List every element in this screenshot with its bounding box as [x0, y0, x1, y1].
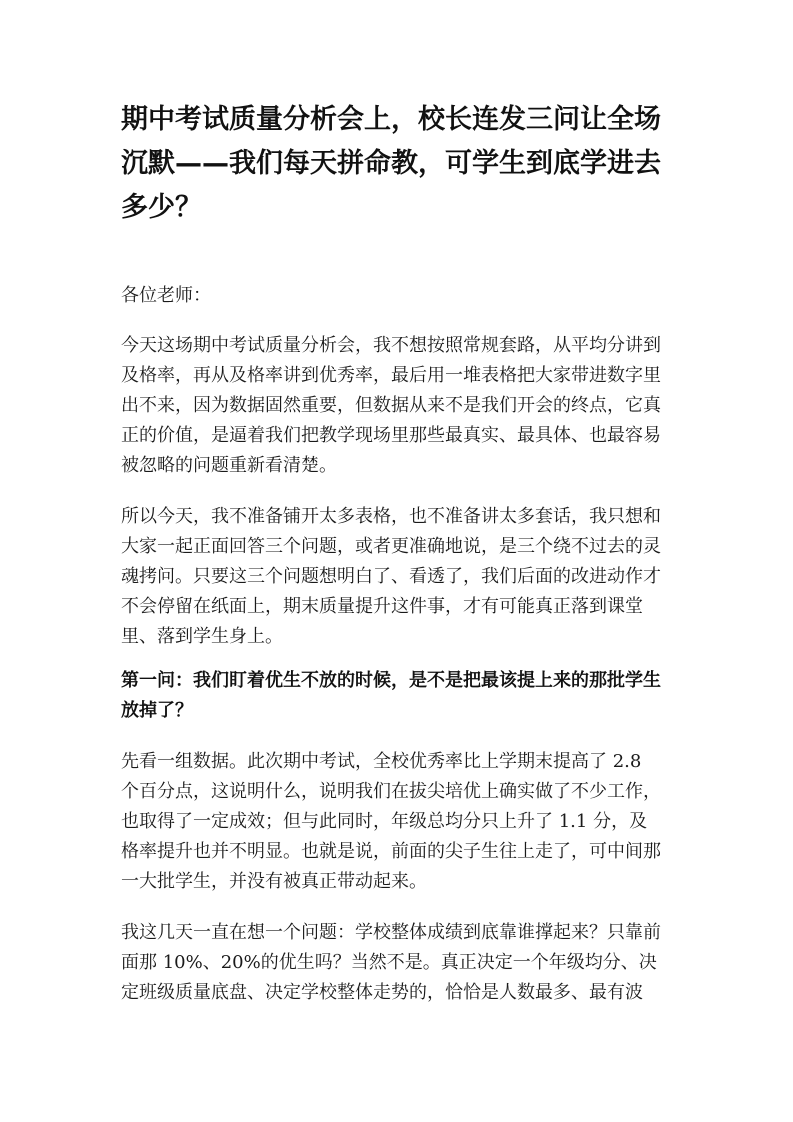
greeting: 各位老师： [121, 285, 211, 306]
document-content [121, 98, 661, 1003]
document-title: 期中考试质量分析会上，校长连发三问让全场沉默——我们每天拼命教，可学生到底学进去多少？ [121, 104, 661, 223]
intro-paragraph-2: 所以今天，我不准备铺开太多表格，也不准备讲太多套话，我只想和大家一起正面回答三个问题，或者更准确地说，是三个绕不过去的灵魂拷问。只要这三个问题想明白了、看透了，我们后面的改进动作才不会停留在纸面上，期末质量提升这件事，才有可能真正落到课堂里、落到学生身上。 [121, 506, 661, 647]
section-heading-first-question: 第一问：我们盯着优生不放的时候，是不是把最该提上来的那批学生放掉了？ [121, 670, 661, 721]
intro-paragraph-1: 今天这场期中考试质量分析会，我不想按照常规套路，从平均分讲到及格率，再从及格率讲到优秀率，最后用一堆表格把大家带进数字里出不来，因为数据固然重要，但数据从来不是我们开会的终点，它真正的价值，是逼着我们把教学现场里那些最真实、最具体、也最容易被忽略的问题重新看清楚。 [121, 335, 661, 476]
section-paragraph-2: 我这几天一直在想一个问题：学校整体成绩到底靠谁撑起来？只靠前面那 10%、20%的优生吗？当然不是。真正决定一个年级均分、决定班级质量底盘、决定学校整体走势的，恰恰是人数最多、最有波 [121, 922, 661, 1003]
section-paragraph-1: 先看一组数据。此次期中考试，全校优秀率比上学期末提高了 2.8 个百分点，这说明什么，说明我们在拔尖培优上确实做了不少工作，也取得了一定成效；但与此同时，年级总均分只上升了 1.1 分，及格率提升也并不明显。也就是说，前面的尖子生往上走了，可中间那一大批学生，并没有被真正带动起来。 [121, 751, 661, 892]
